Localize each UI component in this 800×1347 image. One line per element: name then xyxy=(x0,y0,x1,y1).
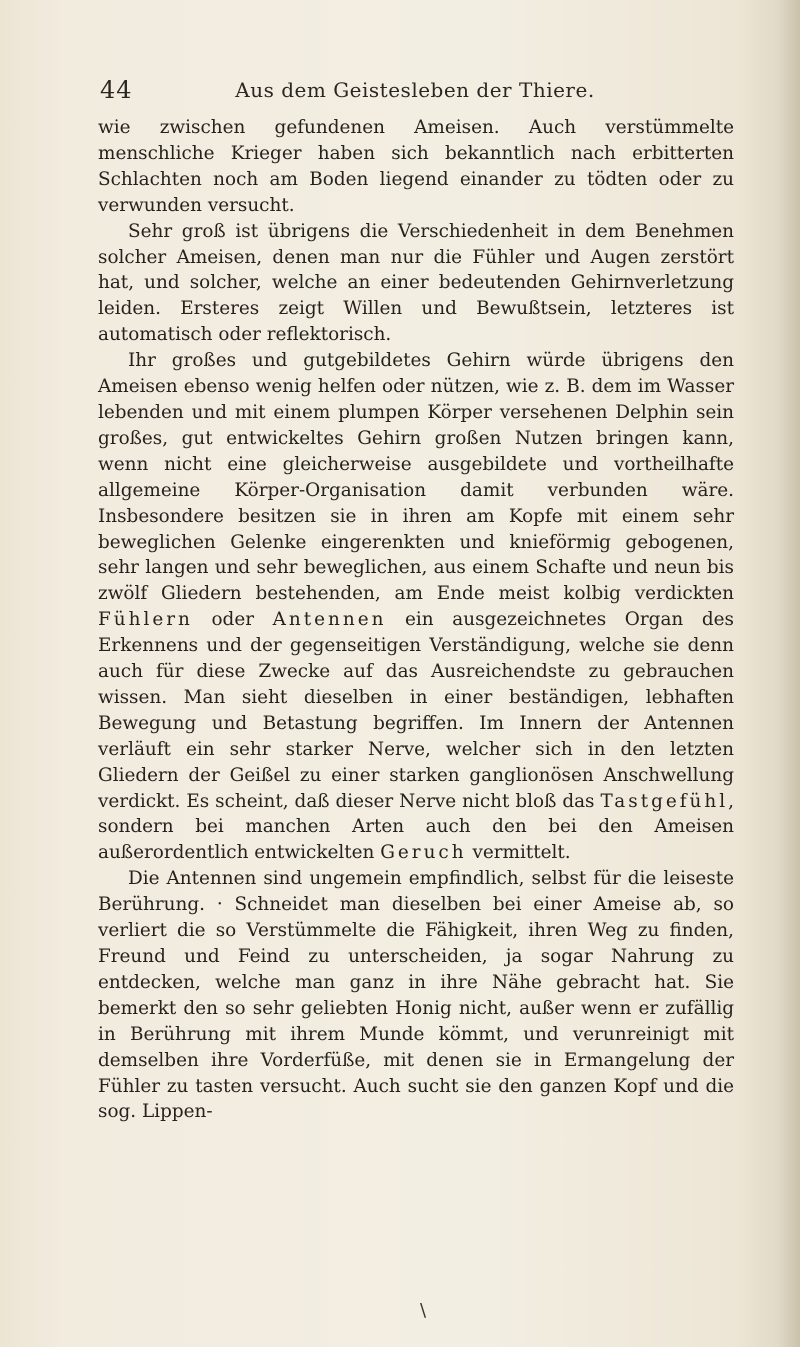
paragraph-3-text-d: , sondern bei manchen Arten auch den bei den Ameisen außerordentlich entwickelten xyxy=(98,790,734,864)
paragraph-1: wie zwischen gefundenen Ameisen. Auch verstümmelte menschliche Krieger haben sich bekanntlich nach erbitterten Schlachten noch am Boden liegend einander zu tödten oder zu verwunden versucht. xyxy=(98,117,734,216)
emphasis-geruch: Geruch xyxy=(380,842,467,864)
emphasis-fuehlern: Fühlern xyxy=(98,609,193,631)
page-edge-shadow xyxy=(778,0,800,1347)
paragraph-3-text-c: ein ausgezeichnetes Organ des Erkennens und der gegenseitigen Verständigung, welche sie denn auch für diese Zwecke auf das Ausreichendste zu gebrauchen wissen. Man sieht dieselben in einer beständigen, lebhaften Bewegung und Betastung begriffen. Im Innern der Antennen verläuft ein sehr starker Nerve, welcher sich in den letzten Gliedern der Geißel zu einer starken ganglionösen Anschwellung verdickt. Es scheint, daß dieser Nerve nicht bloß das xyxy=(98,609,734,812)
paragraph-3 xyxy=(98,348,734,866)
running-head: Aus dem Geistesleben der Thiere. xyxy=(235,78,595,102)
paragraph-3-text-e: vermittelt. xyxy=(472,842,571,864)
body-text xyxy=(98,115,734,1125)
paragraph-3-text-a: Ihr großes und gutgebildetes Gehirn würde übrigens den Ameisen ebenso wenig helfen oder nützen, wie z. B. dem im Wasser lebenden und mit einem plumpen Körper versehenen Delphin sein großes, gut entwickeltes Gehirn großen Nutzen bringen kann, wenn nicht eine gleicherweise ausgebildete und vortheilhafte allgemeine Körper-Organisation damit verbunden wäre. Insbesondere besitzen sie in ihren am Kopfe mit einem sehr beweglichen Gelenke eingerenkten und knieförmig gebogenen, sehr langen und sehr beweglichen, aus einem Schafte und neun bis zwölf Gliedern bestehenden, am Ende meist kolbig verdickten xyxy=(98,350,734,605)
paragraph-3-text-b: oder xyxy=(211,609,254,631)
page-number: 44 xyxy=(100,76,133,104)
paragraph-4: Die Antennen sind ungemein empfindlich, selbst für die leiseste Berührung. · Schneidet man dieselben bei einer Ameise ab, so verliert die so Verstümmelte die Fähigkeit, ihren Weg zu finden, Freund und Feind zu unterscheiden, ja sogar Nahrung zu entdecken, welche man ganz in ihre Nähe gebracht hat. Sie bemerkt den so sehr geliebten Honig nicht, außer wenn er zufällig in Berührung mit ihrem Munde kömmt, und verunreinigt mit demselben ihre Vorderfüße, mit denen sie in Ermangelung der Fühler zu tasten versucht. Auch sucht sie den ganzen Kopf und die sog. Lippen- xyxy=(98,868,734,1123)
paragraph-2: Sehr groß ist übrigens die Verschiedenheit in dem Benehmen solcher Ameisen, denen man nur die Fühler und Augen zerstört hat, und solcher, welche an einer bedeutenden Gehirnverletzung leiden. Ersteres zeigt Willen und Bewußtsein, letzteres ist automatisch oder reflektorisch. xyxy=(98,220,734,346)
stray-ink-mark: \ xyxy=(420,1300,427,1321)
page-header xyxy=(100,76,730,106)
emphasis-antennen: Antennen xyxy=(272,609,387,631)
emphasis-tastgefuehl: Tastgefühl xyxy=(600,790,729,812)
